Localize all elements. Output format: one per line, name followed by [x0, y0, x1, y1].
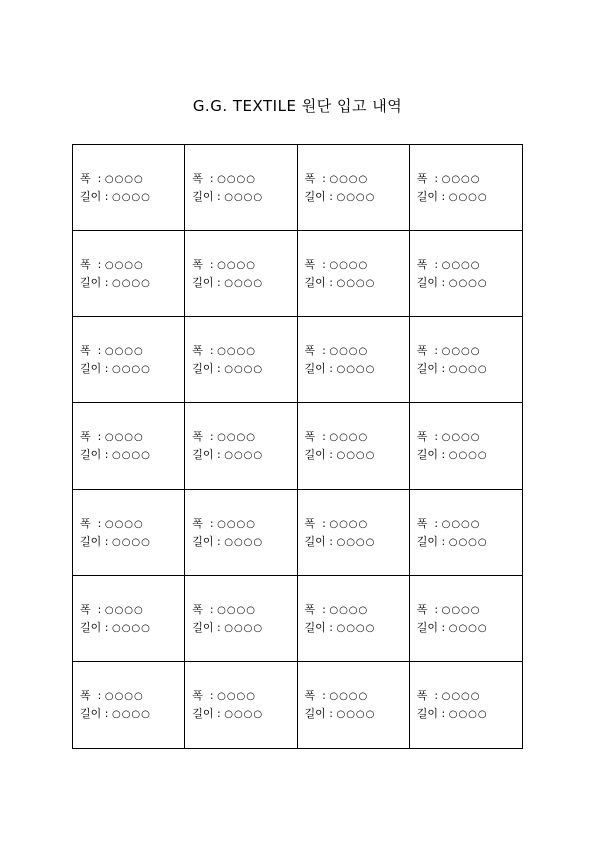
width-label: 폭	[80, 344, 91, 358]
length-value: ○○○○	[336, 450, 376, 462]
separator: :	[427, 430, 442, 444]
table-cell	[298, 403, 410, 489]
width-line	[80, 258, 144, 272]
length-value: ○○○○	[111, 192, 151, 203]
separator: :	[213, 448, 225, 462]
length-label: 길이	[304, 276, 326, 290]
table-cell	[410, 403, 522, 489]
length-value: ○○○○	[111, 708, 151, 720]
length-line	[80, 535, 151, 549]
fabric-receipt-table	[72, 144, 523, 749]
width-line	[417, 517, 481, 531]
separator: :	[213, 706, 225, 720]
length-line	[305, 707, 376, 721]
length-label: 길이	[304, 706, 326, 720]
width-value: ○○○○	[104, 346, 144, 358]
separator: :	[315, 344, 330, 358]
length-value: ○○○○	[336, 708, 376, 720]
separator: :	[90, 258, 105, 272]
separator: :	[438, 620, 449, 634]
length-line	[305, 276, 376, 290]
width-label: 폭	[416, 602, 428, 616]
length-line	[305, 535, 376, 549]
length-value: ○○○○	[224, 536, 264, 548]
length-label: 길이	[304, 534, 326, 548]
separator: :	[213, 620, 225, 634]
length-value: ○○○○	[448, 278, 488, 290]
width-label: 폭	[304, 602, 316, 616]
length-value: ○○○○	[336, 536, 376, 548]
width-line	[305, 603, 369, 617]
length-label: 길이	[80, 190, 102, 203]
width-value: ○○○○	[217, 604, 256, 616]
length-label: 길이	[80, 706, 102, 720]
width-line	[80, 430, 144, 444]
width-label: 폭	[416, 258, 428, 272]
table-cell	[185, 490, 297, 576]
length-label: 길이	[416, 620, 439, 634]
separator: :	[325, 534, 337, 548]
width-label: 폭	[80, 258, 91, 272]
separator: :	[427, 602, 442, 616]
table-cell	[410, 231, 522, 317]
separator: :	[438, 190, 449, 203]
length-label: 길이	[192, 534, 214, 548]
width-label: 폭	[192, 516, 203, 530]
width-value: ○○○○	[217, 174, 256, 185]
separator: :	[202, 258, 218, 272]
separator: :	[438, 706, 449, 720]
width-line	[417, 172, 481, 186]
length-label: 길이	[416, 190, 439, 203]
length-label: 길이	[80, 534, 102, 548]
length-label: 길이	[416, 276, 439, 290]
length-value: ○○○○	[448, 192, 488, 203]
width-value: ○○○○	[217, 346, 256, 358]
width-value: ○○○○	[441, 432, 481, 444]
separator: :	[315, 516, 330, 530]
width-value: ○○○○	[329, 690, 369, 702]
width-line	[80, 689, 144, 703]
table-cell	[185, 231, 297, 317]
table-cell	[185, 576, 297, 662]
length-label: 길이	[304, 620, 326, 634]
table-cell	[185, 317, 297, 403]
width-line	[80, 517, 144, 531]
length-line	[80, 707, 151, 721]
separator: :	[325, 190, 337, 203]
width-line	[417, 258, 481, 272]
separator: :	[438, 362, 449, 376]
separator: :	[438, 534, 449, 548]
length-label: 길이	[416, 706, 439, 720]
length-value: ○○○○	[336, 278, 376, 290]
width-line	[417, 430, 481, 444]
separator: :	[427, 516, 442, 530]
length-label: 길이	[192, 448, 214, 462]
length-label: 길이	[192, 276, 214, 290]
separator: :	[90, 344, 105, 358]
width-value: ○○○○	[329, 604, 369, 616]
width-line	[305, 344, 369, 358]
table-cell	[410, 145, 522, 231]
width-value: ○○○○	[441, 690, 481, 702]
width-label: 폭	[304, 344, 316, 358]
width-label: 폭	[192, 688, 203, 702]
length-line	[417, 707, 488, 721]
table-cell	[298, 317, 410, 403]
separator: :	[427, 172, 442, 185]
table-cell	[410, 490, 522, 576]
width-line	[305, 689, 369, 703]
length-label: 길이	[304, 448, 326, 462]
width-line	[192, 517, 256, 531]
width-line	[192, 172, 256, 186]
table-cell	[73, 317, 185, 403]
table-cell	[298, 576, 410, 662]
length-line	[417, 362, 488, 376]
width-value: ○○○○	[104, 432, 144, 444]
length-value: ○○○○	[448, 622, 488, 634]
width-label: 폭	[192, 172, 203, 185]
width-label: 폭	[416, 172, 428, 185]
width-label: 폭	[416, 344, 428, 358]
width-line	[305, 430, 369, 444]
width-label: 폭	[192, 344, 203, 358]
width-label: 폭	[416, 516, 428, 530]
width-line	[80, 344, 144, 358]
separator: :	[101, 190, 112, 203]
width-value: ○○○○	[104, 260, 144, 272]
length-value: ○○○○	[224, 622, 264, 634]
width-label: 폭	[192, 602, 203, 616]
separator: :	[427, 344, 442, 358]
table-cell	[185, 403, 297, 489]
separator: :	[101, 534, 112, 548]
length-line	[192, 707, 263, 721]
table-cell	[298, 662, 410, 748]
separator: :	[90, 172, 105, 185]
table-cell	[410, 317, 522, 403]
width-label: 폭	[80, 688, 91, 702]
separator: :	[315, 258, 330, 272]
width-label: 폭	[304, 258, 316, 272]
separator: :	[101, 448, 112, 462]
width-label: 폭	[416, 430, 428, 444]
length-label: 길이	[416, 448, 439, 462]
width-line	[305, 517, 369, 531]
width-value: ○○○○	[441, 174, 481, 185]
length-value: ○○○○	[111, 450, 151, 462]
width-label: 폭	[80, 430, 91, 444]
table-cell	[410, 662, 522, 748]
table-cell	[73, 490, 185, 576]
width-label: 폭	[80, 602, 91, 616]
width-label: 폭	[416, 688, 428, 702]
separator: :	[438, 276, 449, 290]
width-value: ○○○○	[441, 604, 481, 616]
length-label: 길이	[192, 190, 214, 203]
document-title: G.G. TEXTILE 원단 입고 내역	[192, 97, 403, 115]
length-line	[305, 362, 376, 376]
width-label: 폭	[80, 172, 91, 185]
separator: :	[202, 344, 218, 358]
length-line	[417, 448, 488, 462]
separator: :	[90, 602, 105, 616]
width-label: 폭	[304, 430, 316, 444]
width-value: ○○○○	[104, 518, 144, 530]
width-line	[417, 603, 481, 617]
length-line	[305, 621, 376, 635]
table-cell	[298, 490, 410, 576]
length-value: ○○○○	[336, 192, 376, 203]
width-line	[80, 603, 144, 617]
length-line	[192, 362, 263, 376]
separator: :	[90, 430, 105, 444]
width-value: ○○○○	[441, 518, 481, 530]
length-label: 길이	[80, 276, 102, 290]
length-label: 길이	[304, 362, 326, 376]
length-label: 길이	[416, 362, 439, 376]
separator: :	[427, 688, 442, 702]
length-line	[192, 535, 263, 549]
length-line	[417, 190, 488, 204]
width-value: ○○○○	[329, 260, 369, 272]
separator: :	[427, 258, 442, 272]
separator: :	[202, 430, 218, 444]
separator: :	[315, 172, 330, 185]
width-line	[192, 430, 256, 444]
width-value: ○○○○	[217, 690, 256, 702]
separator: :	[325, 448, 337, 462]
width-label: 폭	[304, 172, 316, 185]
separator: :	[202, 516, 218, 530]
separator: :	[213, 276, 225, 290]
width-value: ○○○○	[104, 690, 144, 702]
length-line	[417, 276, 488, 290]
separator: :	[315, 602, 330, 616]
width-value: ○○○○	[329, 432, 369, 444]
width-label: 폭	[192, 430, 203, 444]
separator: :	[202, 688, 218, 702]
length-line	[192, 190, 263, 204]
width-value: ○○○○	[441, 260, 481, 272]
separator: :	[213, 362, 225, 376]
width-value: ○○○○	[217, 260, 256, 272]
length-label: 길이	[80, 448, 102, 462]
length-line	[417, 621, 488, 635]
length-value: ○○○○	[448, 536, 488, 548]
length-value: ○○○○	[336, 364, 376, 376]
table-cell	[73, 662, 185, 748]
separator: :	[101, 362, 112, 376]
separator: :	[213, 534, 225, 548]
width-line	[192, 689, 256, 703]
separator: :	[101, 276, 112, 290]
table-cell	[185, 662, 297, 748]
length-label: 길이	[192, 706, 214, 720]
length-line	[417, 535, 488, 549]
length-value: ○○○○	[111, 536, 151, 548]
width-value: ○○○○	[104, 174, 144, 185]
length-value: ○○○○	[111, 622, 151, 634]
width-line	[192, 603, 256, 617]
table-cell	[410, 576, 522, 662]
width-line	[417, 689, 481, 703]
separator: :	[315, 688, 330, 702]
length-line	[192, 448, 263, 462]
length-line	[305, 448, 376, 462]
length-label: 길이	[304, 190, 326, 203]
length-value: ○○○○	[224, 450, 264, 462]
separator: :	[213, 190, 225, 203]
width-label: 폭	[192, 258, 203, 272]
length-line	[80, 448, 151, 462]
width-value: ○○○○	[329, 174, 369, 185]
width-line	[192, 344, 256, 358]
length-value: ○○○○	[111, 278, 151, 290]
length-label: 길이	[80, 620, 102, 634]
width-line	[305, 258, 369, 272]
width-line	[417, 344, 481, 358]
length-label: 길이	[416, 534, 439, 548]
width-value: ○○○○	[329, 346, 369, 358]
separator: :	[90, 688, 105, 702]
width-value: ○○○○	[104, 604, 144, 616]
length-line	[80, 621, 151, 635]
separator: :	[325, 362, 337, 376]
separator: :	[101, 706, 112, 720]
separator: :	[325, 276, 337, 290]
length-label: 길이	[192, 620, 214, 634]
length-value: ○○○○	[224, 192, 264, 203]
length-value: ○○○○	[448, 450, 488, 462]
length-line	[305, 190, 376, 204]
width-value: ○○○○	[329, 518, 369, 530]
separator: :	[325, 706, 337, 720]
table-cell	[73, 576, 185, 662]
width-label: 폭	[304, 688, 316, 702]
length-line	[80, 362, 151, 376]
length-line	[80, 276, 151, 290]
table-cell	[73, 231, 185, 317]
width-value: ○○○○	[217, 518, 256, 530]
length-line	[192, 621, 263, 635]
length-line	[80, 190, 151, 204]
length-value: ○○○○	[224, 708, 264, 720]
separator: :	[101, 620, 112, 634]
length-label: 길이	[192, 362, 214, 376]
length-value: ○○○○	[448, 708, 488, 720]
length-label: 길이	[80, 362, 102, 376]
width-line	[80, 172, 144, 186]
table-cell	[298, 231, 410, 317]
separator: :	[315, 430, 330, 444]
separator: :	[438, 448, 449, 462]
width-value: ○○○○	[217, 432, 256, 444]
length-value: ○○○○	[111, 364, 151, 376]
separator: :	[90, 516, 105, 530]
width-value: ○○○○	[441, 346, 481, 358]
table-cell	[185, 145, 297, 231]
length-line	[192, 276, 263, 290]
length-value: ○○○○	[336, 622, 376, 634]
width-label: 폭	[80, 516, 91, 530]
length-value: ○○○○	[224, 364, 264, 376]
separator: :	[202, 602, 218, 616]
table-cell	[73, 145, 185, 231]
table-cell	[73, 403, 185, 489]
width-line	[192, 258, 256, 272]
length-value: ○○○○	[448, 364, 488, 376]
width-line	[305, 172, 369, 186]
separator: :	[202, 172, 218, 185]
separator: :	[325, 620, 337, 634]
width-label: 폭	[304, 516, 316, 530]
table-cell	[298, 145, 410, 231]
length-value: ○○○○	[224, 278, 264, 290]
